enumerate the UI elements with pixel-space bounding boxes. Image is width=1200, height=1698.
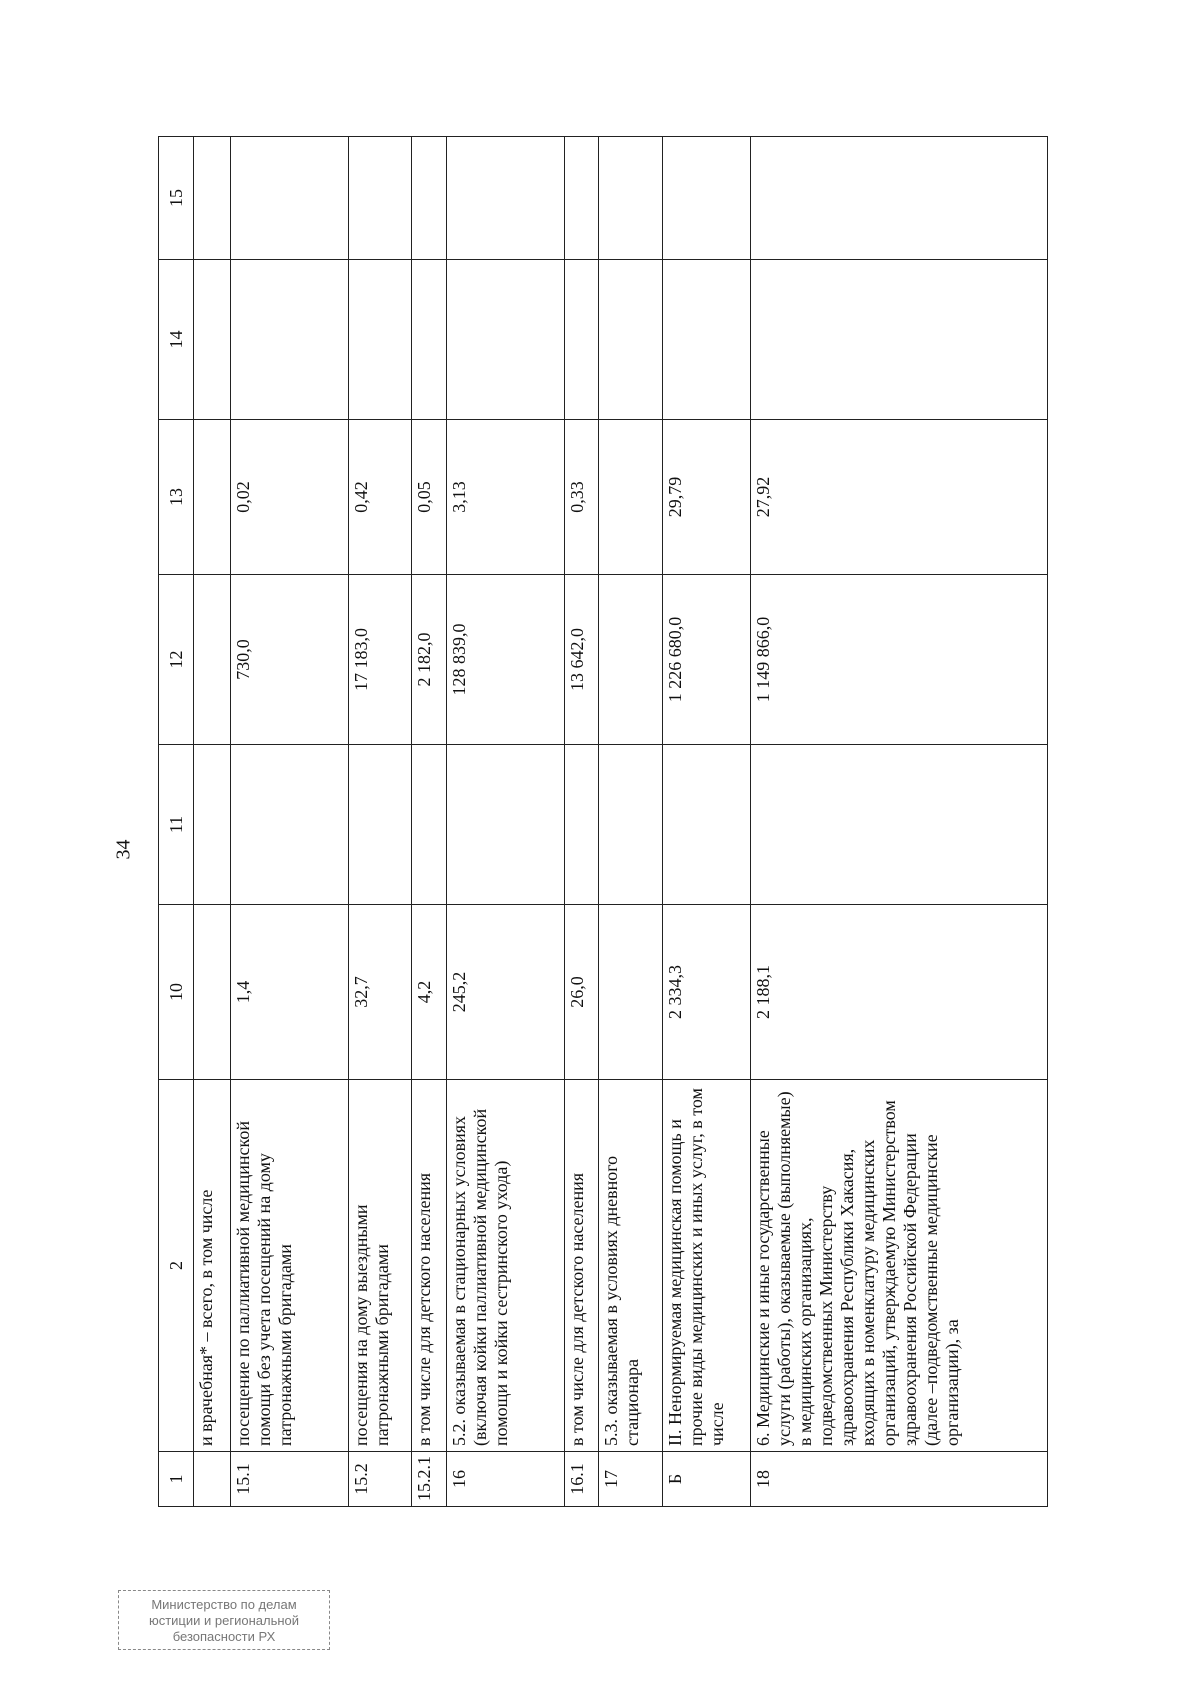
table-row: [750, 137, 1047, 1507]
row-label-cell: и врачебная* – всего, в том числе: [194, 1080, 231, 1452]
stamp-line: безопасности РХ: [172, 1629, 276, 1644]
value-cell: [662, 260, 750, 420]
header-cell: 15: [159, 137, 194, 260]
value-cell: [564, 260, 598, 420]
page-number: 34: [112, 839, 135, 860]
value-cell: 0,05: [412, 420, 446, 575]
value-cell: [348, 745, 412, 905]
row-number-cell: 15.2: [348, 1452, 412, 1507]
value-cell: [564, 745, 598, 905]
value-cell: [348, 260, 412, 420]
value-cell: 0,02: [230, 420, 348, 575]
value-cell: [194, 575, 231, 745]
row-number-cell: 18: [750, 1452, 1047, 1507]
value-cell: [412, 745, 446, 905]
value-cell: [230, 745, 348, 905]
value-cell: [750, 260, 1047, 420]
value-cell: [194, 137, 231, 260]
value-cell: 0,33: [564, 420, 598, 575]
header-cell: 2: [159, 1080, 194, 1452]
row-label-cell: 6. Медицинские и иные государственные услуги (работы), оказываемые (выполняемые) в медицинских организациях, подведомственных Министерству здравоохранения Республики Хакасия, входящих в номенклатуру медицинских организаций, утверждаемую Министерством здравоохранения Российской Федерации (далее –подведомственные медицинские организации), за: [750, 1080, 1047, 1452]
row-number-cell: Б: [662, 1452, 750, 1507]
value-cell: 1 149 866,0: [750, 575, 1047, 745]
value-cell: 13 642,0: [564, 575, 598, 745]
value-cell: 27,92: [750, 420, 1047, 575]
value-cell: [194, 745, 231, 905]
header-cell: 1: [159, 1452, 194, 1507]
value-cell: [662, 745, 750, 905]
value-cell: 2 182,0: [412, 575, 446, 745]
data-table: [158, 136, 1048, 1507]
row-number-cell: 16.1: [564, 1452, 598, 1507]
value-cell: 1 226 680,0: [662, 575, 750, 745]
header-cell: 14: [159, 260, 194, 420]
value-cell: [564, 137, 598, 260]
value-cell: 730,0: [230, 575, 348, 745]
value-cell: 2 334,3: [662, 905, 750, 1080]
stamp-line: Министерство по делам: [151, 1597, 297, 1612]
value-cell: 32,7: [348, 905, 412, 1080]
value-cell: 1,4: [230, 905, 348, 1080]
value-cell: [412, 137, 446, 260]
row-label-cell: в том числе для детского населения: [564, 1080, 598, 1452]
stamp-line: юстиции и региональной: [148, 1613, 300, 1628]
header-cell: 11: [159, 745, 194, 905]
value-cell: [446, 137, 564, 260]
value-cell: 0,42: [348, 420, 412, 575]
value-cell: 29,79: [662, 420, 750, 575]
row-label-cell: в том числе для детского населения: [412, 1080, 446, 1452]
table-row: [348, 137, 412, 1507]
value-cell: [598, 745, 662, 905]
table-row: [412, 137, 446, 1507]
value-cell: 245,2: [446, 905, 564, 1080]
value-cell: [598, 137, 662, 260]
table-row: [194, 137, 231, 1507]
value-cell: [446, 745, 564, 905]
value-cell: 3,13: [446, 420, 564, 575]
header-cell: 13: [159, 420, 194, 575]
value-cell: 4,2: [412, 905, 446, 1080]
rotated-table-container: [158, 137, 1048, 1507]
table-row: [662, 137, 750, 1507]
value-cell: [194, 260, 231, 420]
value-cell: [598, 420, 662, 575]
table-row: [230, 137, 348, 1507]
row-label-cell: 5.3. оказываемая в условиях дневного стационара: [598, 1080, 662, 1452]
value-cell: [446, 260, 564, 420]
value-cell: [194, 420, 231, 575]
header-cell: 12: [159, 575, 194, 745]
value-cell: 26,0: [564, 905, 598, 1080]
value-cell: [750, 745, 1047, 905]
row-label-cell: посещения на дому выездными патронажными бригадами: [348, 1080, 412, 1452]
value-cell: [230, 260, 348, 420]
row-label-cell: 5.2. оказываемая в стационарных условиях (включая койки паллиативной медицинской помощи и койки сестринского ухода): [446, 1080, 564, 1452]
row-label-cell: II. Ненормируемая медицинская помощь и прочие виды медицинских и иных услуг, в том числе: [662, 1080, 750, 1452]
header-cell: 10: [159, 905, 194, 1080]
value-cell: [348, 137, 412, 260]
value-cell: 17 183,0: [348, 575, 412, 745]
value-cell: [662, 137, 750, 260]
value-cell: [598, 260, 662, 420]
value-cell: [598, 905, 662, 1080]
row-number-cell: 15.1: [230, 1452, 348, 1507]
row-number-cell: 16: [446, 1452, 564, 1507]
ministry-stamp: [118, 1590, 330, 1650]
table-header-row: [159, 137, 194, 1507]
value-cell: 2 188,1: [750, 905, 1047, 1080]
value-cell: [598, 575, 662, 745]
row-label-cell: посещение по паллиативной медицинской помощи без учета посещений на дому патронажными бригадами: [230, 1080, 348, 1452]
table-row: [598, 137, 662, 1507]
value-cell: [412, 260, 446, 420]
value-cell: [194, 905, 231, 1080]
value-cell: [750, 137, 1047, 260]
table-row: [564, 137, 598, 1507]
value-cell: [230, 137, 348, 260]
table-row: [446, 137, 564, 1507]
row-number-cell: 17: [598, 1452, 662, 1507]
row-number-cell: [194, 1452, 231, 1507]
value-cell: 128 839,0: [446, 575, 564, 745]
row-number-cell: 15.2.1: [412, 1452, 446, 1507]
